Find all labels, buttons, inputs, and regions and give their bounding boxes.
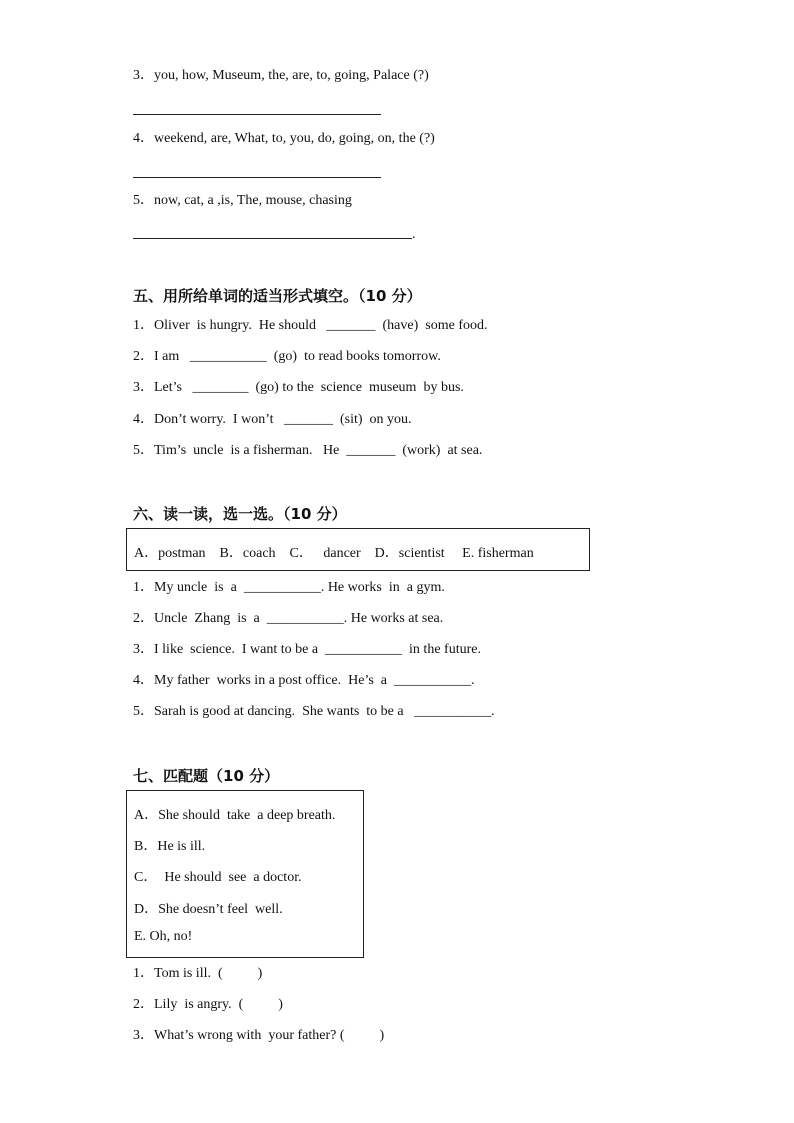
answer-line-3 [133,114,381,115]
section7-item-1: 1．Tom is ill. ( ) [133,966,263,981]
section6-item-1: 1．My uncle is a ___________. He works in a gym. [133,580,445,595]
reorder-item-4: 4．weekend, are, What, to, you, do, going, on, the (?) [133,131,435,146]
section7-options-box [126,790,364,958]
section7-option-a: A．She should take a deep breath. [134,808,336,823]
section5-item-1: 1．Oliver is hungry. He should _______ (have) some food. [133,318,488,333]
section6-options-box [126,528,590,571]
reorder-item-3: 3．you, how, Museum, the, are, to, going, Palace (?) [133,68,429,83]
section5-item-5: 5．Tim’s uncle is a fisherman. He _______ (work) at sea. [133,443,483,458]
section5-item-4: 4．Don’t worry. I won’t _______ (sit) on you. [133,412,412,427]
section6-item-2: 2．Uncle Zhang is a ___________. He works at sea. [133,611,444,626]
section7-item-3: 3．What’s wrong with your father? ( ) [133,1028,385,1043]
section6-item-4: 4．My father works in a post office. He’s a ___________. [133,673,475,688]
section5-heading: 五、用所给单词的适当形式填空。（10 分） [133,287,422,305]
section5-item-2: 2．I am ___________ (go) to read books tomorrow. [133,349,441,364]
section7-option-b: B．He is ill. [134,839,206,854]
section6-item-3: 3．I like science. I want to be a ___________ in the future. [133,642,481,657]
section7-option-d: D．She doesn’t feel well. [134,902,283,917]
section6-item-5: 5．Sarah is good at dancing. She wants to be a ___________. [133,704,495,719]
section5-item-3: 3．Let’s ________ (go) to the science museum by bus. [133,380,464,395]
section6-options: A．postman B．coach C． dancer D．scientist E. fisherman [134,546,534,561]
section6-heading: 六、读一读，选一选。（10 分） [133,505,347,523]
section7-item-2: 2．Lily is angry. ( ) [133,997,283,1012]
answer-line-4 [133,177,381,178]
reorder-item-5: 5．now, cat, a ,is, The, mouse, chasing [133,193,352,208]
answer-line-5-period: . [412,227,416,242]
section7-option-c: C． He should see a doctor. [134,870,302,885]
section7-option-e: E. Oh, no! [134,929,193,944]
section7-heading: 七、匹配题（10 分） [133,767,280,785]
answer-line-5 [133,238,412,239]
